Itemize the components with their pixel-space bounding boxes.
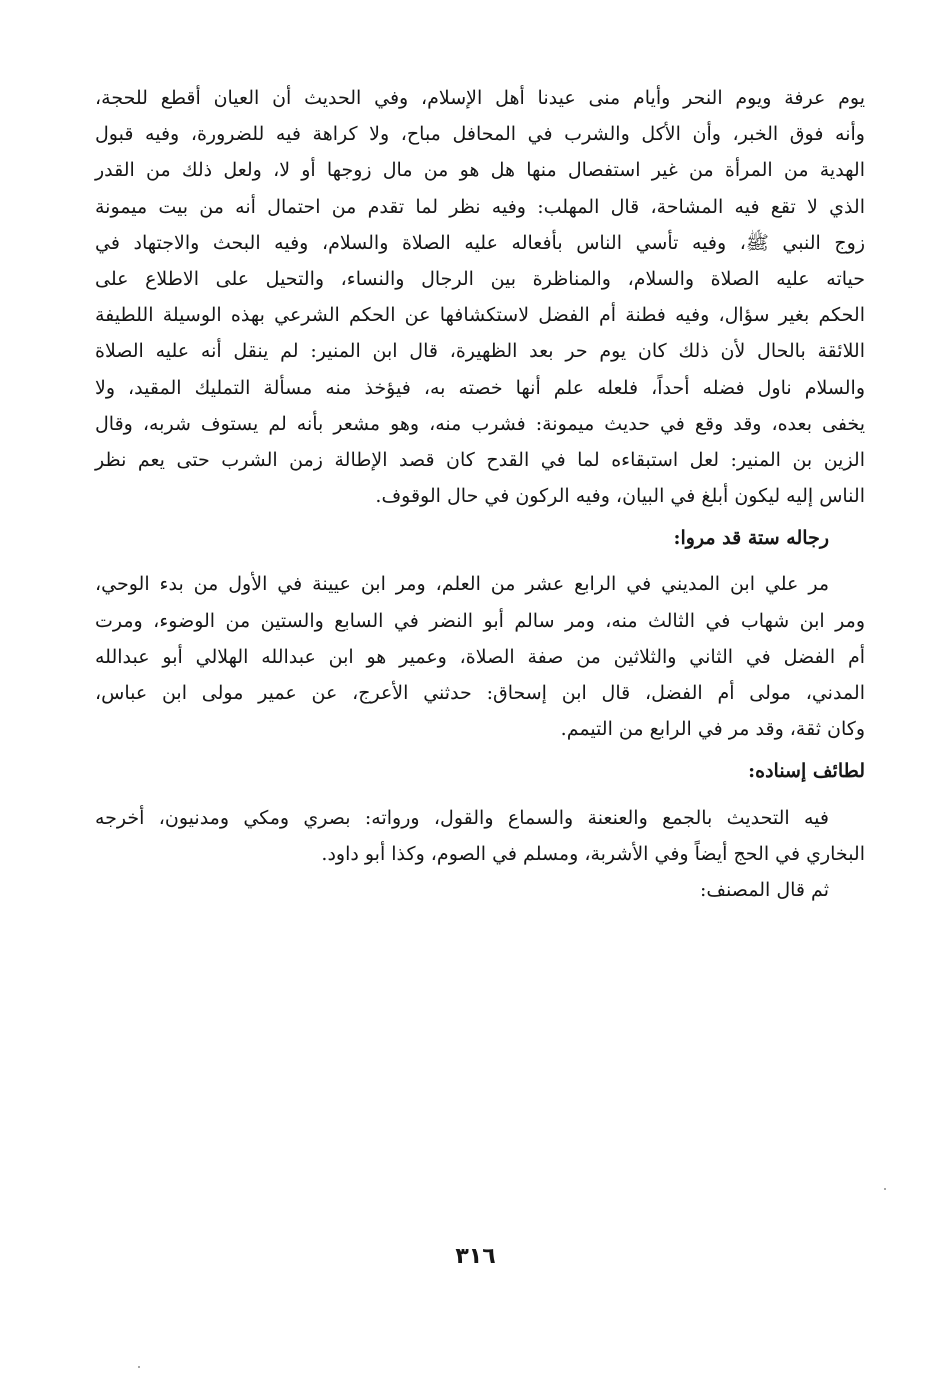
closing-line: ثم قال المصنف:	[699, 878, 829, 901]
text-line: الحكم بغير سؤال، وفيه فطنة أم الفضل لاستكشافها عن الحكم الشرعي بهذه الوسيلة اللطيفة	[95, 304, 865, 327]
paragraph-isnad	[95, 800, 865, 872]
text-line: أم الفضل في الثاني والثلاثين من صفة الصلاة، وعمير هو ابن عبدالله الهلالي أبو عبدالله	[95, 645, 865, 668]
scan-speck	[138, 1366, 140, 1368]
text-line: ومر ابن شهاب في الثالث منه، ومر سالم أبو النضر في السابع والستين من الوضوء، ومرت	[95, 609, 865, 632]
paragraph-narrators	[95, 566, 865, 747]
text-line: وكان ثقة، وقد مر في الرابع من التيمم.	[560, 718, 865, 741]
text-line: حياته عليه الصلاة والسلام، والمناظرة بين الرجال والنساء، والتحيل على الاطلاع على	[95, 267, 865, 290]
text-line: زوج النبي ﷺ، وفيه تأسي الناس بأفعاله عليه الصلاة والسلام، وفيه البحث والاجتهاد في	[95, 231, 865, 254]
text-line: فيه التحديث بالجمع والعنعنة والسماع والقول، ورواته: بصري ومكي ومدنيون، أخرجه	[95, 806, 829, 829]
text-line: اللائقة بالحال لأن ذلك كان يوم حر بعد الظهيرة، قال ابن المنير: لم ينقل أنه عليه الصلاة	[95, 340, 865, 363]
text-line: الذي لا تقع فيه المشاحة، قال المهلب: وفيه نظر لما تقدم من احتمال أنه من بيت ميمونة	[95, 195, 865, 218]
text-line: المدني، مولى أم الفضل، قال ابن إسحاق: حدثني الأعرج، عن عمير مولى ابن عباس،	[95, 682, 865, 704]
paragraph-commentary	[95, 80, 865, 514]
scan-speck	[884, 1188, 886, 1190]
document-page	[95, 80, 865, 908]
section-heading-isnad: لطائف إسناده:	[748, 760, 865, 783]
text-line: الهدية من المرأة من غير استفصال منها هل هو من مال زوجها أو لا، ولعل ذلك من القدر	[95, 159, 865, 182]
text-line: الزين بن المنير: لعل استبقاءه لما في القدح كان قصد الإطالة زمن الشرب حتى يعم نظر	[95, 448, 865, 471]
text-line: مر علي ابن المديني في الرابع عشر من العلم، ومر ابن عيينة في الأول من بدء الوحي،	[95, 573, 829, 596]
text-line: يوم عرفة ويوم النحر وأيام منى عيدنا أهل الإسلام، وفي الحديث أن العيان أقطع للحجة،	[95, 87, 865, 109]
text-line: يخفى بعده، وقد وقع في حديث ميمونة: فشرب منه، وهو مشعر بأنه لم يستوف شربه، وقال	[95, 412, 865, 435]
section-heading-narrators: رجاله ستة قد مروا:	[673, 527, 829, 550]
page-number: ٣١٦	[455, 1244, 496, 1269]
text-line: الناس إليه ليكون أبلغ في البيان، وفيه الركون في حال الوقوف.	[375, 485, 865, 508]
text-line: البخاري في الحج أيضاً وفي الأشربة، ومسلم في الصوم، وكذا أبو داود.	[321, 842, 865, 865]
text-line: والسلام ناول فضله أحداً، فلعله علم أنها خصته به، فيؤخذ منه مسألة التمليك المقيد، ولا	[95, 376, 865, 399]
text-line: وأنه فوق الخبر، وأن الأكل والشرب في المحافل مباح، ولا كراهة فيه للضرورة، وفيه قبول	[95, 123, 865, 146]
